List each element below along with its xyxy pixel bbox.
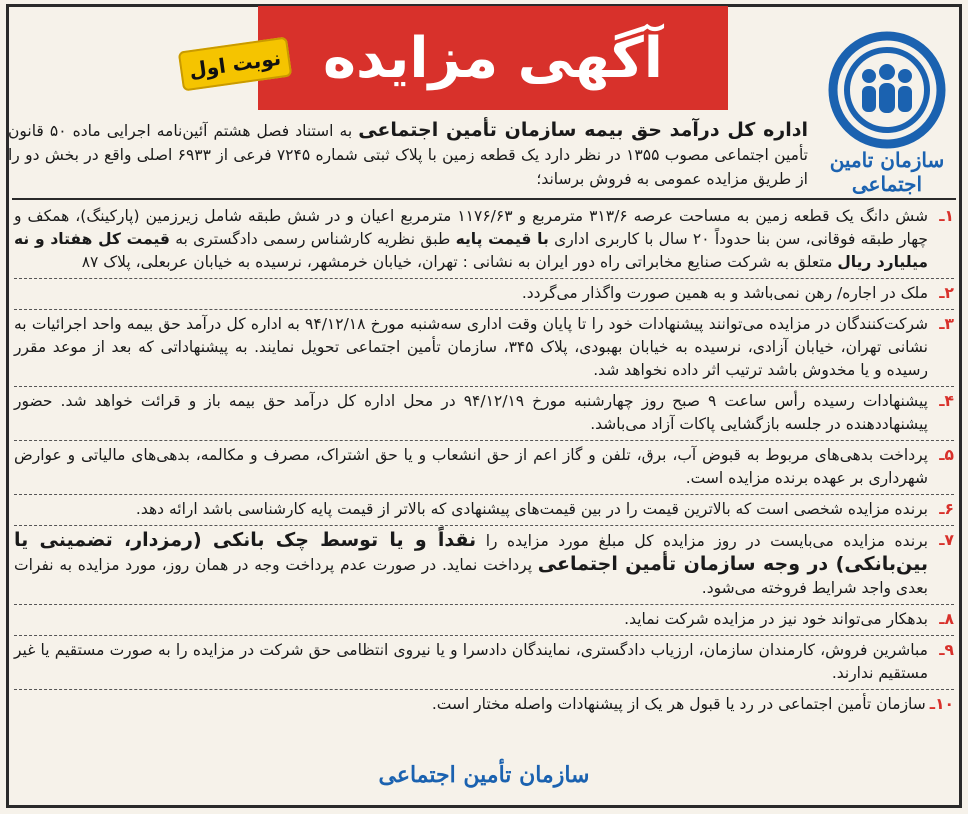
item-text: سازمان تأمین اجتماعی در رد یا قبول هر یک از پیشنهادات واصله مختار است.	[431, 695, 926, 713]
list-item	[14, 605, 954, 636]
divider	[12, 198, 956, 200]
list-item	[14, 690, 954, 720]
item-text: ملک در اجاره/ رهن نمی‌باشد و به همین صورت واگذار می‌گردد.	[521, 284, 928, 302]
item-number: ۹ـ	[939, 641, 954, 659]
list-item	[14, 636, 954, 690]
list-item	[14, 441, 954, 495]
item-number: ۱۰ـ	[929, 695, 954, 713]
item-text: شش دانگ یک قطعه زمین به مساحت عرصه ۳۱۳/۶ مترمربع و ۱۱۷۶/۶۳ مترمربع اعیان و در شش طبقه شامل زیرزمین (پارکینگ)، همکف و چهار طبقه فوقانی، سن بنا حدوداً ۲۰ سال با کاربری اداری با قیمت پایه طبق نظریه کارشناس رسمی دادگستری به قیمت کل هفتاد و نه میلیارد ریال متعلق به شرکت صنایع مخابراتی راه دور ایران به نشانی : تهران، خیابان خرمشهر، نرسیده به خیابان عربعلی، پلاک ۸۷	[14, 207, 929, 271]
item-number: ۷ـ	[939, 531, 954, 549]
list-item	[14, 279, 954, 310]
intro-paragraph	[8, 118, 808, 191]
title-banner	[258, 6, 728, 110]
item-number: ۸ـ	[939, 610, 954, 628]
item-text: برنده مزایده شخصی است که بالاترین قیمت را در بین قیمت‌های پیشنهادی که بالاتر از قیمت پایه کارشناسی باشد ارائه دهد.	[135, 500, 928, 518]
item-number: ۳ـ	[939, 315, 954, 333]
logo-caption: سازمان تامین اجتماعی	[829, 148, 945, 196]
list-item	[14, 495, 954, 526]
list-item	[14, 202, 954, 279]
item-text: مباشرین فروش، کارمندان سازمان، ارزیاب دادگستری، نمایندگان دادسرا و یا نیروی انتظامی حق شرکت در مزایده را به صورت مستقیم یا غیر مستقیم ندارند.	[14, 641, 928, 682]
organization-name: اداره کل درآمد حق بیمه سازمان تأمین اجتماعی	[358, 119, 809, 141]
item-number: ۴ـ	[939, 392, 954, 410]
item-number: ۲ـ	[939, 284, 954, 302]
item-text: پیشنهادات رسیده رأس ساعت ۹ صبح روز چهارشنبه مورخ ۹۴/۱۲/۱۹ در محل اداره کل درآمد حق بیمه باز و قرائت خواهد شد. حضور پیشنهاددهنده در جلسه بازگشایی پاکات آزاد می‌باشد.	[14, 392, 928, 433]
item-text: پرداخت بدهی‌های مربوط به قبوض آب، برق، تلفن و گاز اعم از حق انشعاب و یا حق اشتراک، مصرف و مکالمه، بدهی‌های مالیاتی و عوارض شهرداری بر عهده برنده مزایده است.	[14, 446, 928, 487]
item-number: ۵ـ	[939, 446, 954, 464]
footer-signature: سازمان تأمین اجتماعی	[378, 762, 590, 788]
terms-list	[14, 202, 954, 720]
page-title: آگهی مزایده	[322, 25, 664, 91]
list-item	[14, 526, 954, 605]
list-item	[14, 310, 954, 387]
item-number: ۶ـ	[939, 500, 954, 518]
item-text: شرکت‌کنندگان در مزایده می‌توانند پیشنهادات خود را تا پایان وقت اداری سه‌شنبه مورخ ۹۴/۱۲/۱۸ به اداره کل درآمد حق بیمه واحد اجرائیات به نشانی تهران، خیابان آزادی، نرسیده به خیابان بهبودی، پلاک ۳۴۵، سازمان تأمین اجتماعی تحویل نمایند. به پیشنهاداتی که بعد از موعد مقرر رسیده و یا مخدوش باشد ترتیب اثر داده نخواهد شد.	[14, 315, 928, 379]
item-text: بدهکار می‌تواند خود نیز در مزایده شرکت نماید.	[624, 610, 928, 628]
list-item	[14, 387, 954, 441]
item-text: برنده مزایده می‌بایست در روز مزایده کل مبلغ مورد مزایده را نقداً و یا توسط چک بانکی (رمزدار، تضمینی یا بین‌بانکی) در وجه سازمان تأمین اجتماعی پرداخت نماید. در صورت عدم پرداخت وجه در همان روز، مورد مزایده به نفرات بعدی واجد شرایط فروخته می‌شود.	[14, 529, 928, 597]
round-badge: نوبت اول	[178, 37, 292, 92]
item-number: ۱ـ	[939, 207, 954, 225]
intro-text: به استناد فصل هشتم آئین‌نامه اجرایی ماده ۵۰ قانون تأمین اجتماعی مصوب ۱۳۵۵ در نظر دارد یک قطعه زمین با پلاک ثبتی شماره ۷۲۴۵ فرعی از ۶۹۳۳ اصلی واقع در بخش دو را از طریق مزایده عمومی به فروش برساند؛	[8, 122, 808, 188]
